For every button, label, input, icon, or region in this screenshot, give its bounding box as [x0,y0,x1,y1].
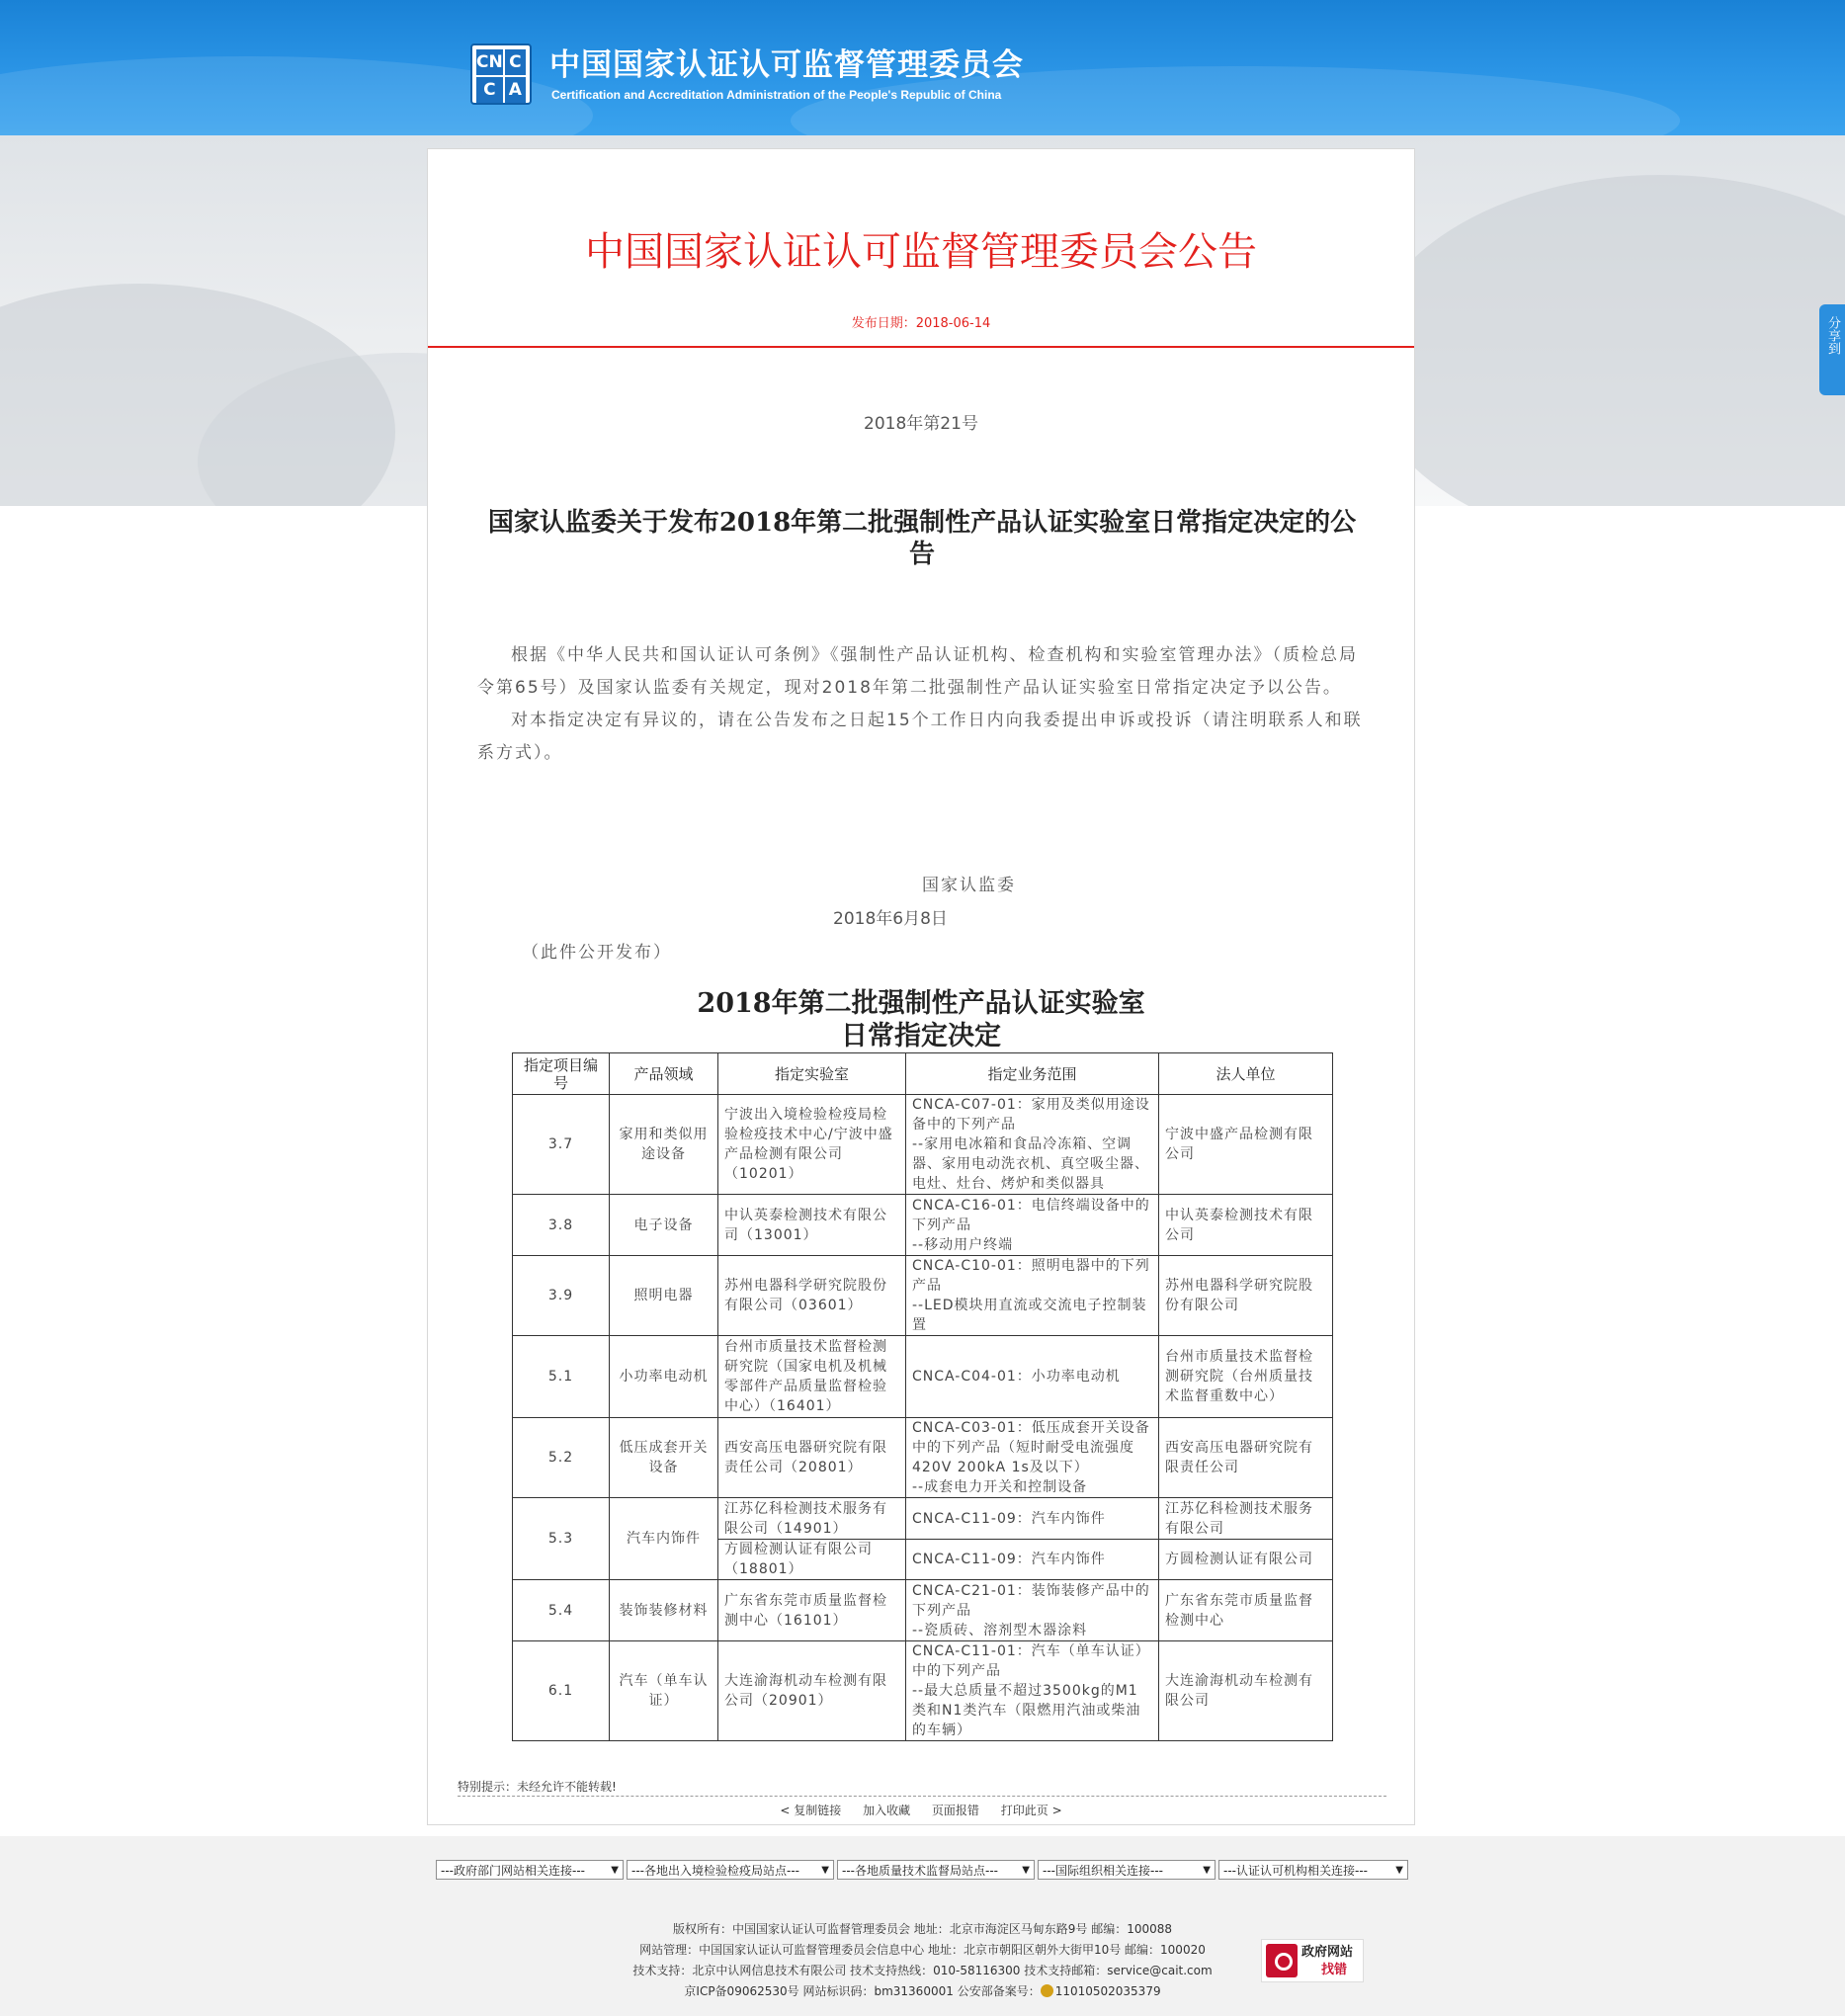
copyright-line: 版权所有：中国国家认证认可监督管理委员会 地址：北京市海淀区马甸东路9号 邮编：100088 [672,1922,1173,1936]
document-number: 2018年第21号 [864,414,978,434]
item-number: 5.1 [513,1336,610,1418]
badge-line2: 找错 [1321,1963,1348,1977]
chevron-down-icon: ▼ [611,1865,619,1876]
legal-entity: 江苏亿科检测技术服务有限公司 [1159,1498,1333,1540]
legal-entity: 苏州电器科学研究院股份有限公司 [1159,1256,1333,1336]
business-scope: CNCA-C21-01：装饰装修产品中的下列产品 --瓷质砖、溶剂型木器涂料 [906,1580,1159,1641]
body-paragraph: 对本指定决定有异议的，请在公告发布之日起15个工作日内向我委提出申诉或投诉（请注明联系人和联系方式）。 [477,711,1363,763]
business-scope: CNCA-C11-09：汽车内饰件 [906,1540,1159,1580]
item-number: 3.9 [513,1256,610,1336]
intl-org-links-select[interactable] [1038,1860,1216,1880]
column-header: 指定业务范围 [906,1053,1159,1095]
logo-letter: CN [476,49,503,75]
site-id: 网站标识码：bm31360001 [802,1984,954,1998]
legal-entity: 西安高压电器研究院有限责任公司 [1159,1418,1333,1498]
table-row [513,1580,1333,1641]
product-field: 家用和类似用途设备 [610,1095,718,1195]
logo-letter: C [505,49,526,75]
reprint-tip: 特别提示：未经允许不能转载! [458,1780,617,1794]
signature: 国家认监委 [922,876,1016,895]
chevron-down-icon: ▼ [821,1865,829,1876]
add-favorite-button[interactable]: 加入收藏 [863,1804,911,1817]
column-header: 指定项目编号 [513,1053,610,1095]
product-field: 汽车（单车认证） [610,1641,718,1741]
police-record-link[interactable]: 11010502035379 [1054,1984,1161,1998]
table-title-line: 2018年第二批强制性产品认证实验室 [697,988,1145,1019]
item-number: 5.4 [513,1580,610,1641]
badge-line1: 政府网站 [1301,1945,1354,1960]
select-value: ---认证认可机构相关连接--- [1223,1864,1368,1878]
chevron-down-icon: ▼ [1022,1865,1030,1876]
body-paragraph: 根据《中华人民共和国认证认可条例》《强制性产品认证机构、检查机构和实验室管理办法》（质检总局令第65号）及国家认监委有关规定，现对2018年第二批强制性产品认证实验室日常指定决定予以公告。 [477,645,1358,698]
gov-site-error-badge[interactable] [1261,1939,1364,1982]
logo-letter: C [476,77,503,103]
legal-entity: 台州市质量技术监督检测研究院（台州质量技术监督重数中心） [1159,1336,1333,1418]
item-number: 3.7 [513,1095,610,1195]
designation-table [512,1052,1333,1741]
designated-lab: 大连渝海机动车检测有限公司（20901） [718,1641,906,1741]
share-button[interactable] [1819,304,1845,395]
publish-note: （此件公开发布） [522,943,672,963]
title-divider [428,346,1414,348]
business-scope: CNCA-C04-01：小功率电动机 [906,1336,1159,1418]
business-scope: CNCA-C03-01：低压成套开关设备中的下列产品（短时耐受电流强度420V 200kA 1s及以下） --成套电力开关和控制设备 [906,1418,1159,1498]
designated-lab: 方圆检测认证有限公司（18801） [718,1540,906,1580]
select-value: ---各地质量技术监督局站点--- [842,1864,998,1878]
footer-info [0,1919,1845,2002]
column-header: 产品领域 [610,1053,718,1095]
designated-lab: 广东省东莞市质量监督检测中心（16101） [718,1580,906,1641]
select-value: ---国际组织相关连接--- [1043,1864,1163,1878]
table-title [428,987,1414,1052]
copy-link-button[interactable]: < 复制链接 [780,1804,842,1817]
table-row [513,1336,1333,1418]
article-actions [428,1802,1414,1819]
designated-lab: 宁波出入境检验检疫局检验检疫技术中心/宁波中盛产品检测有限公司（10201） [718,1095,906,1195]
legal-entity: 方圆检测认证有限公司 [1159,1540,1333,1580]
share-label: 分享到 [1825,316,1840,355]
column-header: 指定实验室 [718,1053,906,1095]
business-scope: CNCA-C11-09：汽车内饰件 [906,1498,1159,1540]
qts-links-select[interactable] [837,1860,1035,1880]
business-scope: CNCA-C11-01：汽车（单车认证）中的下列产品 --最大总质量不超过3500kg的M1类和N1类汽车（限燃用汽油或柴油的车辆） [906,1641,1159,1741]
site-header [0,0,1845,135]
product-field: 汽车内饰件 [610,1498,718,1580]
magnifier-icon [1266,1944,1298,1977]
chevron-down-icon: ▼ [1395,1865,1403,1876]
designated-lab: 江苏亿科检测技术服务有限公司（14901） [718,1498,906,1540]
product-field: 照明电器 [610,1256,718,1336]
item-number: 6.1 [513,1641,610,1741]
article-panel [427,148,1415,1825]
table-row [513,1256,1333,1336]
table-row [513,1195,1333,1256]
table-row [513,1095,1333,1195]
icp-link[interactable]: 京ICP备09062530号 [684,1984,799,1998]
police-emblem-icon [1041,1984,1053,1997]
signature-date: 2018年6月8日 [833,909,948,929]
site-title: 中国国家认证认可监督管理委员会 [549,47,1024,83]
print-page-button[interactable]: 打印此页 > [1000,1804,1062,1817]
column-header: 法人单位 [1159,1053,1333,1095]
document-title: 国家认监委关于发布2018年第二批强制性产品认证实验室日常指定决定的公告 [487,508,1357,569]
product-field: 电子设备 [610,1195,718,1256]
announcement-body [477,639,1367,770]
table-row [513,1498,1333,1540]
designated-lab: 中认英泰检测技术有限公司（13001） [718,1195,906,1256]
legal-entity: 大连渝海机动车检测有限公司 [1159,1641,1333,1741]
announcement-title: 中国国家认证认可监督管理委员会公告 [585,229,1257,275]
related-links-selects [436,1860,1408,1880]
cnca-logo[interactable] [470,43,532,105]
legal-entity: 中认英泰检测技术有限公司 [1159,1195,1333,1256]
table-row [513,1418,1333,1498]
select-value: ---政府部门网站相关连接--- [441,1864,585,1878]
table-row [513,1641,1333,1741]
business-scope: CNCA-C10-01：照明电器中的下列产品 --LED模块用直流或交流电子控制装置 [906,1256,1159,1336]
site-admin-line: 网站管理：中国国家认证认可监督管理委员会信息中心 地址：北京市朝阳区朝外大街甲10号 邮编：100020 [639,1943,1206,1957]
chevron-down-icon: ▼ [1203,1865,1211,1876]
business-scope: CNCA-C07-01：家用及类似用途设备中的下列产品 --家用电冰箱和食品冷冻箱、空调器、家用电动洗衣机、真空吸尘器、电灶、灶台、烤炉和类似器具 [906,1095,1159,1195]
item-number: 5.3 [513,1498,610,1580]
ciq-links-select[interactable] [627,1860,834,1880]
designated-lab: 苏州电器科学研究院股份有限公司（03601） [718,1256,906,1336]
item-number: 5.2 [513,1418,610,1498]
product-field: 装饰装修材料 [610,1580,718,1641]
designated-lab: 西安高压电器研究院有限责任公司（20801） [718,1418,906,1498]
registration-line [0,1981,1845,2002]
tech-support-line: 技术支持：北京中认网信息技术有限公司 技术支持热线：010-58116300 技术支持邮箱：service@cait.com [632,1964,1213,1977]
site-subtitle: Certification and Accreditation Administration of the People's Republic of China [551,88,1002,102]
designated-lab: 台州市质量技术监督检测研究院（国家电机及机械零部件产品质量监督检验中心）（16401） [718,1336,906,1418]
publish-date: 发布日期：2018-06-14 [851,316,991,331]
cert-body-links-select[interactable] [1218,1860,1408,1880]
gov-links-select[interactable] [436,1860,624,1880]
business-scope: CNCA-C16-01：电信终端设备中的下列产品 --移动用户终端 [906,1195,1159,1256]
select-value: ---各地出入境检验检疫局站点--- [631,1864,799,1878]
report-error-button[interactable]: 页面报错 [931,1804,979,1817]
legal-entity: 宁波中盛产品检测有限公司 [1159,1095,1333,1195]
police-label: 公安部备案号： [957,1984,1041,1998]
legal-entity: 广东省东莞市质量监督检测中心 [1159,1580,1333,1641]
item-number: 3.8 [513,1195,610,1256]
product-field: 小功率电动机 [610,1336,718,1418]
dashed-divider [458,1796,1386,1797]
product-field: 低压成套开关设备 [610,1418,718,1498]
logo-letter: A [505,77,526,103]
table-title-line: 日常指定决定 [841,1021,1001,1051]
